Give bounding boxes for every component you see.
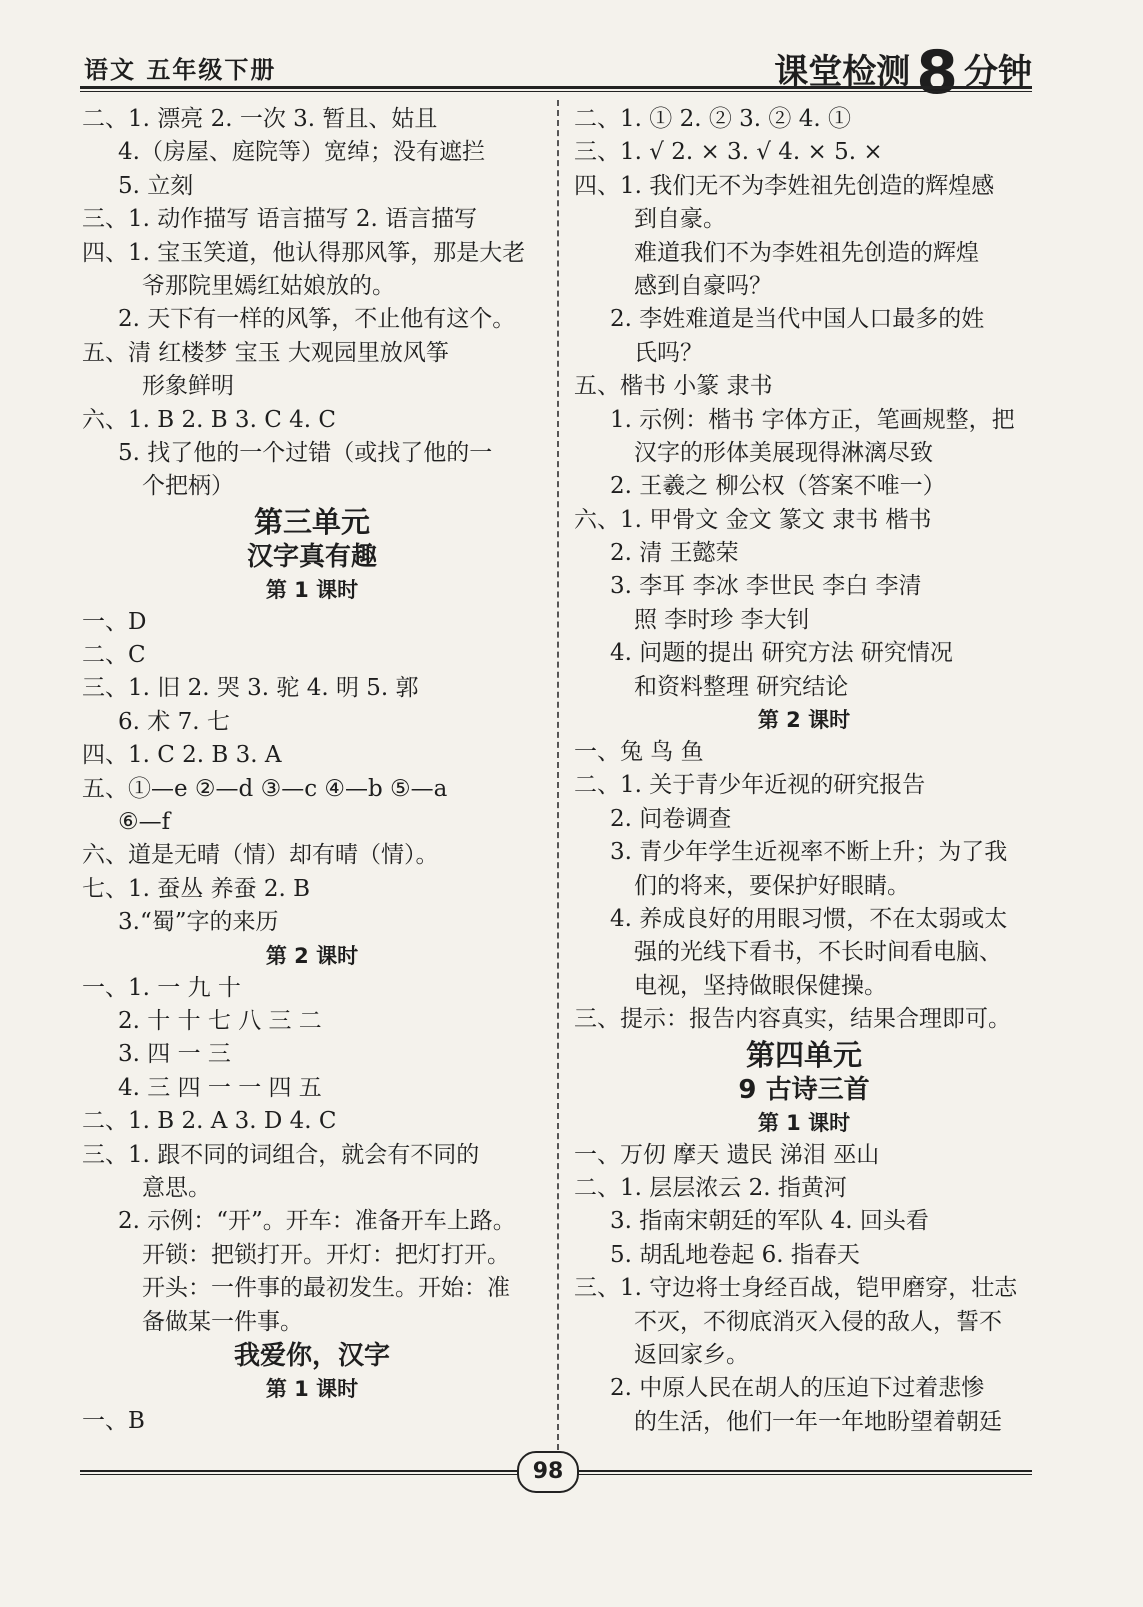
answer-continuation: 备做某一件事。 — [142, 1308, 303, 1335]
answer-continuation: 返回家乡。 — [634, 1341, 749, 1368]
answer-line: 4. 三 四 一 一 四 五 — [118, 1074, 322, 1101]
answer-continuation: 电视，坚持做眼保健操。 — [634, 972, 887, 999]
lesson-heading: 汉字真有趣 — [246, 541, 377, 572]
answer-line: 2. 天下有一样的风筝，不止他有这个。 — [118, 306, 516, 333]
header-rule — [80, 86, 1032, 92]
answer-continuation: 形象鲜明 — [142, 373, 234, 400]
answer-line: 2. 中原人民在胡人的压迫下过着悲惨 — [610, 1375, 985, 1402]
answer-line: 三、1. 守边将士身经百战，铠甲磨穿，壮志 — [574, 1275, 1018, 1302]
answer-continuation: 汉字的形体美展现得淋漓尽致 — [634, 439, 933, 466]
page-header — [80, 38, 1032, 108]
answer-continuation: 开头：一件事的最初发生。开始：准 — [142, 1275, 510, 1302]
answer-line: 3.“蜀”字的来历 — [118, 909, 279, 936]
answer-line: 2. 十 十 七 八 三 二 — [118, 1007, 322, 1034]
answer-line: 四、1. 宝玉笑道，他认得那风筝，那是大老 — [82, 239, 526, 266]
answer-line: 5. 胡乱地卷起 6. 指春天 — [610, 1241, 860, 1268]
answer-continuation: 感到自豪吗？ — [634, 272, 772, 299]
answer-continuation: 爷那院里嫣红姑娘放的。 — [142, 272, 395, 299]
answer-line: 一、B — [82, 1407, 145, 1434]
answer-continuation: 到自豪。 — [634, 206, 726, 233]
right-column — [574, 103, 1034, 1439]
answer-line: 2. 清 王懿荣 — [610, 540, 739, 567]
answer-line: 2. 示例：“开”。开车：准备开车上路。 — [118, 1208, 516, 1235]
answer-line: 六、1. 甲骨文 金文 篆文 隶书 楷书 — [574, 506, 932, 533]
answer-line: 3. 青少年学生近视率不断上升；为了我 — [610, 839, 1008, 866]
answer-line: 二、1. ① 2. ② 3. ② 4. ① — [574, 106, 851, 132]
answer-line: 2. 问卷调查 — [610, 805, 732, 832]
answer-line: 五、楷书 小篆 隶书 — [574, 373, 773, 400]
answer-continuation: 和资料整理 研究结论 — [634, 673, 849, 700]
answer-line: 五、清 红楼梦 宝玉 大观园里放风筝 — [82, 339, 449, 366]
answer-line: 6. 术 7. 七 — [118, 708, 230, 735]
answer-line: 3. 四 一 三 — [118, 1041, 231, 1068]
book-title-post: 分钟 — [964, 52, 1032, 92]
period-heading: 第 1 课时 — [757, 1110, 851, 1135]
answer-line: 一、万仞 摩天 遗民 涕泪 巫山 — [574, 1141, 880, 1168]
answer-line: 六、道是无晴（情）却有晴（情）。 — [82, 842, 439, 869]
answer-line: 一、兔 鸟 鱼 — [574, 739, 704, 766]
page-number: 98 — [517, 1451, 579, 1493]
answer-line: 3. 指南宋朝廷的军队 4. 回头看 — [610, 1208, 929, 1235]
answer-continuation: 强的光线下看书，不长时间看电脑、 — [634, 939, 1002, 966]
answer-line: 三、1. √ 2. × 3. √ 4. × 5. × — [574, 139, 883, 166]
answer-line: 二、1. 层层浓云 2. 指黄河 — [574, 1174, 847, 1201]
book-title — [774, 38, 1032, 108]
lesson-heading: 我爱你，汉字 — [233, 1340, 390, 1371]
answer-line: 六、1. B 2. B 3. C 4. C — [82, 406, 336, 433]
period-heading: 第 2 课时 — [265, 943, 359, 968]
answer-continuation: 的生活，他们一年一年地盼望着朝廷 — [634, 1408, 1002, 1435]
answer-continuation: 开锁：把锁打开。开灯：把灯打开。 — [142, 1241, 510, 1268]
answer-line: 三、1. 动作描写 语言描写 2. 语言描写 — [82, 206, 478, 233]
answer-line: 2. 王羲之 柳公权（答案不唯一） — [610, 473, 946, 500]
answer-line: 4. 养成良好的用眼习惯，不在太弱或太 — [610, 905, 1008, 932]
subject-label: 语文 五年级下册 — [84, 56, 277, 84]
answer-continuation: 们的将来，要保护好眼睛。 — [634, 872, 910, 899]
answer-line: 三、1. 跟不同的词组合，就会有不同的 — [82, 1141, 480, 1168]
answer-line: 三、1. 旧 2. 哭 3. 驼 4. 明 5. 郭 — [82, 675, 419, 702]
answer-line: 4. 问题的提出 研究方法 研究情况 — [610, 640, 953, 667]
left-column — [82, 103, 542, 1438]
answer-line: 5. 找了他的一个过错（或找了他的一 — [118, 439, 493, 466]
unit-heading: 第三单元 — [253, 504, 370, 539]
answer-line: 3. 李耳 李冰 李世民 李白 李清 — [610, 573, 922, 600]
answer-line: 二、1. B 2. A 3. D 4. C — [82, 1108, 337, 1135]
answer-line: 一、1. 一 九 十 — [82, 974, 241, 1001]
answer-continuation: 照 李时珍 李大钊 — [634, 606, 810, 633]
answer-continuation: 意思。 — [142, 1174, 211, 1201]
answer-line: 二、1. 关于青少年近视的研究报告 — [574, 772, 926, 799]
answer-continuation: 氏吗？ — [634, 339, 703, 366]
answer-continuation: 难道我们不为李姓祖先创造的辉煌 — [634, 239, 979, 266]
unit-heading: 第四单元 — [745, 1037, 862, 1072]
answer-line: 2. 李姓难道是当代中国人口最多的姓 — [610, 306, 985, 333]
answer-line: 五、①—e ②—d ③—c ④—b ⑤—a — [82, 775, 448, 802]
answer-continuation: 个把柄） — [142, 473, 234, 500]
period-heading: 第 1 课时 — [265, 1376, 359, 1401]
answer-continuation: 不灭，不彻底消灭入侵的敌人，誓不 — [634, 1308, 1002, 1335]
answer-line: 二、C — [82, 642, 146, 669]
answer-line: 二、1. 漂亮 2. 一次 3. 暂且、姑且 — [82, 106, 438, 132]
book-title-pre: 课堂检测 — [774, 52, 911, 92]
answer-line: 一、D — [82, 608, 147, 635]
lesson-heading: 9 古诗三首 — [738, 1074, 870, 1105]
answer-line: 5. 立刻 — [118, 172, 194, 199]
period-heading: 第 1 课时 — [265, 577, 359, 602]
answer-line: 三、提示：报告内容真实，结果合理即可。 — [574, 1006, 1011, 1033]
column-divider — [557, 100, 559, 1450]
period-heading: 第 2 课时 — [757, 708, 851, 733]
answer-line: 四、1. 我们无不为李姓祖先创造的辉煌感 — [574, 172, 995, 199]
answer-line: 4.（房屋、庭院等）宽绰；没有遮拦 — [118, 139, 485, 166]
answer-line: 1. 示例：楷书 字体方正，笔画规整，把 — [610, 406, 1015, 433]
book-title-number: 8 — [916, 38, 958, 108]
answer-line: ⑥—f — [118, 809, 171, 836]
answer-line: 四、1. C 2. B 3. A — [82, 742, 282, 769]
answer-line: 七、1. 蚕丛 养蚕 2. B — [82, 875, 311, 902]
